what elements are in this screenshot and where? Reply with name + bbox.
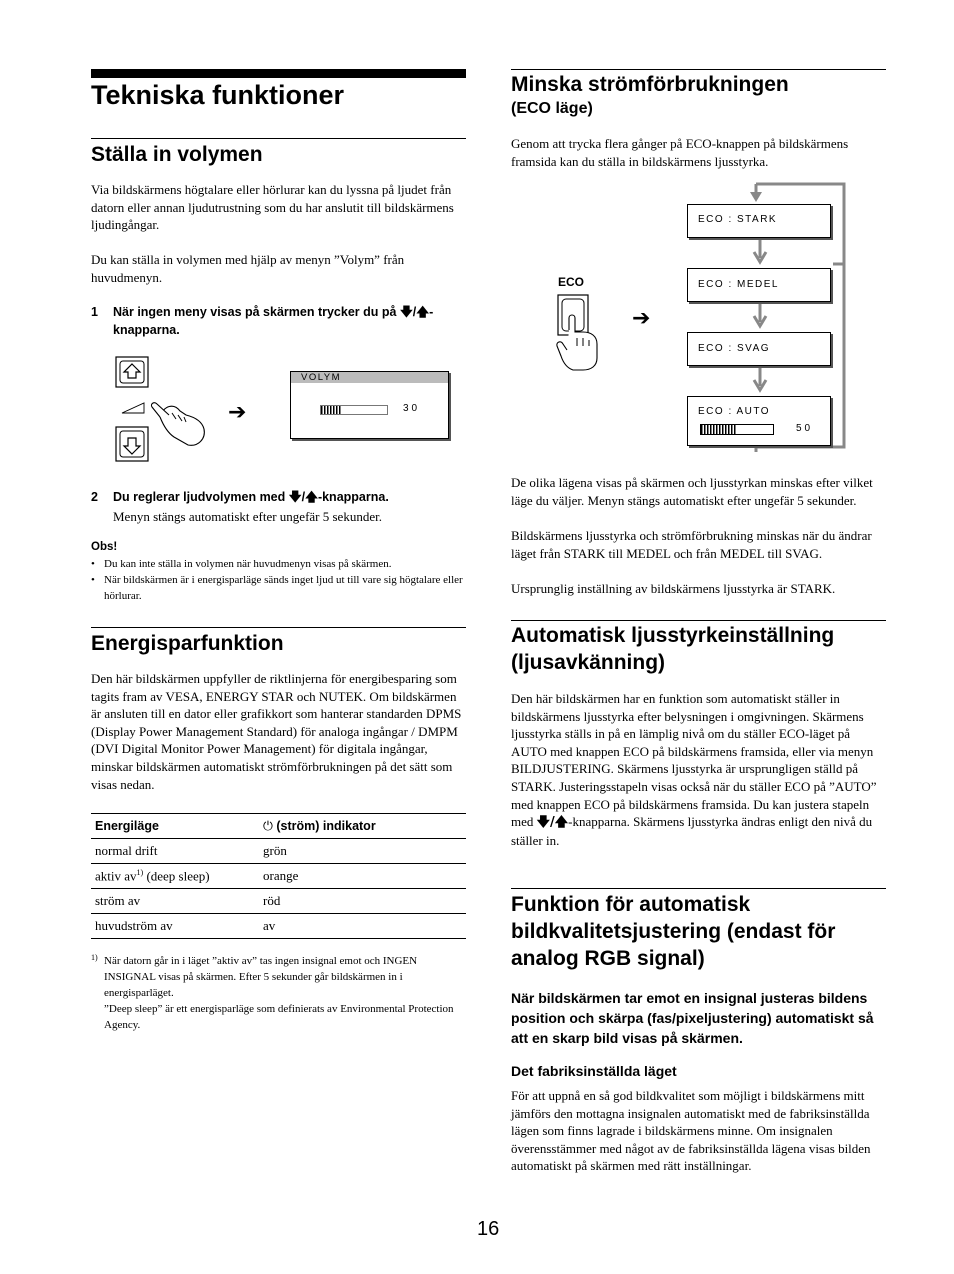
eco-paragraph-4: Ursprunglig inställning av bildskärmens ljusstyrka är STARK. <box>511 581 836 596</box>
eco-mode-label: ECO : MEDEL <box>698 279 779 290</box>
volume-bar-fill <box>321 406 341 414</box>
step-number: 1 <box>91 305 98 319</box>
table-cell-text: aktiv av <box>95 868 137 884</box>
step-text: När ingen meny visas på skärmen trycker du på <box>113 305 400 319</box>
volume-step-1 <box>91 304 466 339</box>
table-row <box>91 864 466 889</box>
eco-mode-svag <box>687 332 831 366</box>
obs-item: • När bildskärmen är i energisparläge sänds inget ljud ut till vare sig högtalare eller hörlurar. <box>91 574 463 602</box>
auto-value: 50 <box>796 423 814 434</box>
volume-bar <box>320 405 388 415</box>
paragraph-text: -knapparna. Skärmens ljusstyrka ändras enligt den nivå du ställer in. <box>511 814 873 848</box>
power-icon: ⏻ <box>263 818 273 833</box>
eco-subheading: (ECO läge) <box>511 100 593 117</box>
footnote-text-2: ”Deep sleep” är ett energisparläge som definierats av Environmental Protection Agency. <box>104 1003 454 1031</box>
table-cell: normal drift <box>91 839 259 864</box>
eco-mode-label: ECO : STARK <box>698 214 778 225</box>
auto-brightness-heading: Automatisk ljusstyrkeinställning (ljusavkänning) <box>511 624 835 674</box>
eco-paragraph-1: Genom att trycka flera gånger på ECO-knappen på bildskärmens framsida kan du ställa in bildskärmens ljusstyrka. <box>511 136 849 169</box>
step-tail: -knapparna. <box>113 305 434 337</box>
step-tail: -knapparna. <box>317 490 389 504</box>
eco-paragraph-2: De olika lägena visas på skärmen och ljusstyrkan minskas efter vilket läge du väljer. Menyn stängs automatiskt efter ungefär 5 sekunder. <box>511 475 873 508</box>
eco-button-label: ECO <box>558 275 585 289</box>
energy-heading: Energisparfunktion <box>91 632 284 655</box>
title-bar <box>91 69 466 78</box>
section-rule <box>511 888 886 889</box>
table-header-text: (ström) indikator <box>276 818 376 833</box>
obs-list <box>91 556 466 604</box>
volume-paragraph-1: Via bildskärmens högtalare eller hörlurar kan du lyssna på ljudet från datorn eller annan ljudutrustning som du har anslutit till bildskärmens ljudingångar. <box>91 182 454 233</box>
auto-bar <box>700 424 774 435</box>
footnote-text-1: När datorn går in i läget ”aktiv av” tas ingen insignal emot och INGEN INSIGNAL visas på skärmen. Efter 5 sekunder går bildskärmen in i energisparläget. <box>104 955 418 999</box>
table-cell <box>91 864 259 889</box>
page-number: 16 <box>477 1218 500 1240</box>
footnote <box>91 953 466 1033</box>
osd-title: VOLYM <box>291 372 448 383</box>
obs-item: • Du kan inte ställa in volymen när huvudmenyn visas på skärmen. <box>91 558 392 570</box>
eco-diagram <box>511 180 886 470</box>
table-cell: röd <box>259 889 466 914</box>
footnote-ref: 1) <box>136 867 144 877</box>
section-rule <box>91 138 466 139</box>
section-rule <box>511 620 886 621</box>
paragraph-text: Den här bildskärmen har en funktion som automatiskt ställer in bildskärmens ljusstyrka efter belysningen i omgivningen. Skärmens ljusstyrka ställs in på en lämplig nivå om du ställer ECO-läget på AUTO med knappen ECO på bildskärmens framsida, eller via menyn BILDJUSTERING. Skärmens ljusstyrka är ursprungligen ställd på STARK. Justeringsstapeln visas också när du ställer ECO på ”AUTO” med knappen ECO på bildskärmens framsida. Du kan justera stapeln med <box>511 691 877 830</box>
down-up-arrow-icon: 🡇/🡅 <box>288 490 318 504</box>
auto-brightness-paragraph <box>511 690 886 849</box>
volume-buttons-illustration <box>114 355 209 465</box>
table-row <box>91 914 466 939</box>
eco-heading: Minska strömförbrukningen <box>511 73 789 96</box>
table-row <box>91 889 466 914</box>
eco-mode-label: ECO : AUTO <box>698 406 771 417</box>
table-cell: huvudström av <box>91 914 259 939</box>
step-number: 2 <box>91 490 98 504</box>
table-header <box>259 814 466 839</box>
table-cell: ström av <box>91 889 259 914</box>
eco-mode-label: ECO : SVAG <box>698 343 771 354</box>
energy-table <box>91 813 466 939</box>
osd-value: 30 <box>403 403 421 414</box>
table-cell: grön <box>259 839 466 864</box>
eco-paragraph-3: Bildskärmens ljusstyrka och strömförbrukning minskas när du ändrar läget från STARK till MEDEL och från MEDEL till SVAG. <box>511 528 872 561</box>
auto-bar-fill <box>701 425 737 434</box>
down-up-arrow-icon: 🡇/🡅 <box>399 305 430 319</box>
volume-step-2 <box>91 489 466 507</box>
auto-quality-paragraph: För att uppnå en så god bildkvalitet som möjligt i bildskärmens mitt jämförs den mottagna insignalen automatiskt med de fabriksinställda lägen som finns lagrade i bildskärmens minne. Om insignalen överensstämmer med något av de fabriksinställda lägena visas bilden automatiskt på skärmen med rätt inställningar. <box>511 1088 871 1174</box>
table-cell: av <box>259 914 466 939</box>
auto-quality-lead: När bildskärmen tar emot en insignal justeras bildens position och skärpa (fas/pixeljustering) automatiskt så att en skarp bild visas på skärmen. <box>511 990 874 1046</box>
eco-mode-auto <box>687 396 831 446</box>
volume-heading: Ställa in volymen <box>91 143 263 166</box>
eco-mode-medel <box>687 268 831 302</box>
step-text: Du reglerar ljudvolymen med <box>113 490 289 504</box>
table-header-row <box>91 814 466 839</box>
page-title: Tekniska funktioner <box>91 80 345 110</box>
energy-paragraph: Den här bildskärmen uppfyller de riktlinjerna för energibesparing som tagits fram av VESA, ENERGY STAR och NUTEK. Om bildskärmen är ansluten till en dator eller grafikkort som hanterar standarden DPMS (Display Power Management Standard) för analoga ingångar / DMPM (DVI Digital Monitor Power Management) för digitala ingångar, minskar bildskärmen automatiskt strömförbrukningen på det sätt som visas nedan. <box>91 671 462 792</box>
arrow-right-icon: ➔ <box>228 400 247 425</box>
down-up-arrow-icon: 🡇/🡅 <box>536 815 569 831</box>
obs-item-text: Du kan inte ställa in volymen när huvudmenyn visas på skärmen. <box>104 558 392 570</box>
auto-quality-heading: Funktion för automatisk bildkvalitetsjustering (endast för analog RGB signal) <box>511 893 836 970</box>
eco-mode-stark <box>687 204 831 238</box>
footnote-mark: 1) <box>91 953 98 962</box>
auto-quality-subheading: Det fabriksinställda läget <box>511 1063 677 1079</box>
obs-item-text: När bildskärmen är i energisparläge sänds inget ljud ut till vare sig högtalare eller hörlurar. <box>104 574 463 602</box>
table-cell-extra: (deep sleep) <box>143 868 210 884</box>
step-2-note: Menyn stängs automatiskt efter ungefär 5 sekunder. <box>113 509 382 524</box>
table-row <box>91 839 466 864</box>
section-rule <box>511 69 886 70</box>
volume-osd <box>290 371 449 439</box>
section-rule <box>91 627 466 628</box>
table-cell: orange <box>259 864 466 889</box>
obs-label: Obs! <box>91 541 118 553</box>
arrow-right-icon: ➔ <box>632 306 651 331</box>
volume-paragraph-2: Du kan ställa in volymen med hjälp av menyn ”Volym” från huvudmenyn. <box>91 252 405 285</box>
table-header: Energiläge <box>91 814 259 839</box>
